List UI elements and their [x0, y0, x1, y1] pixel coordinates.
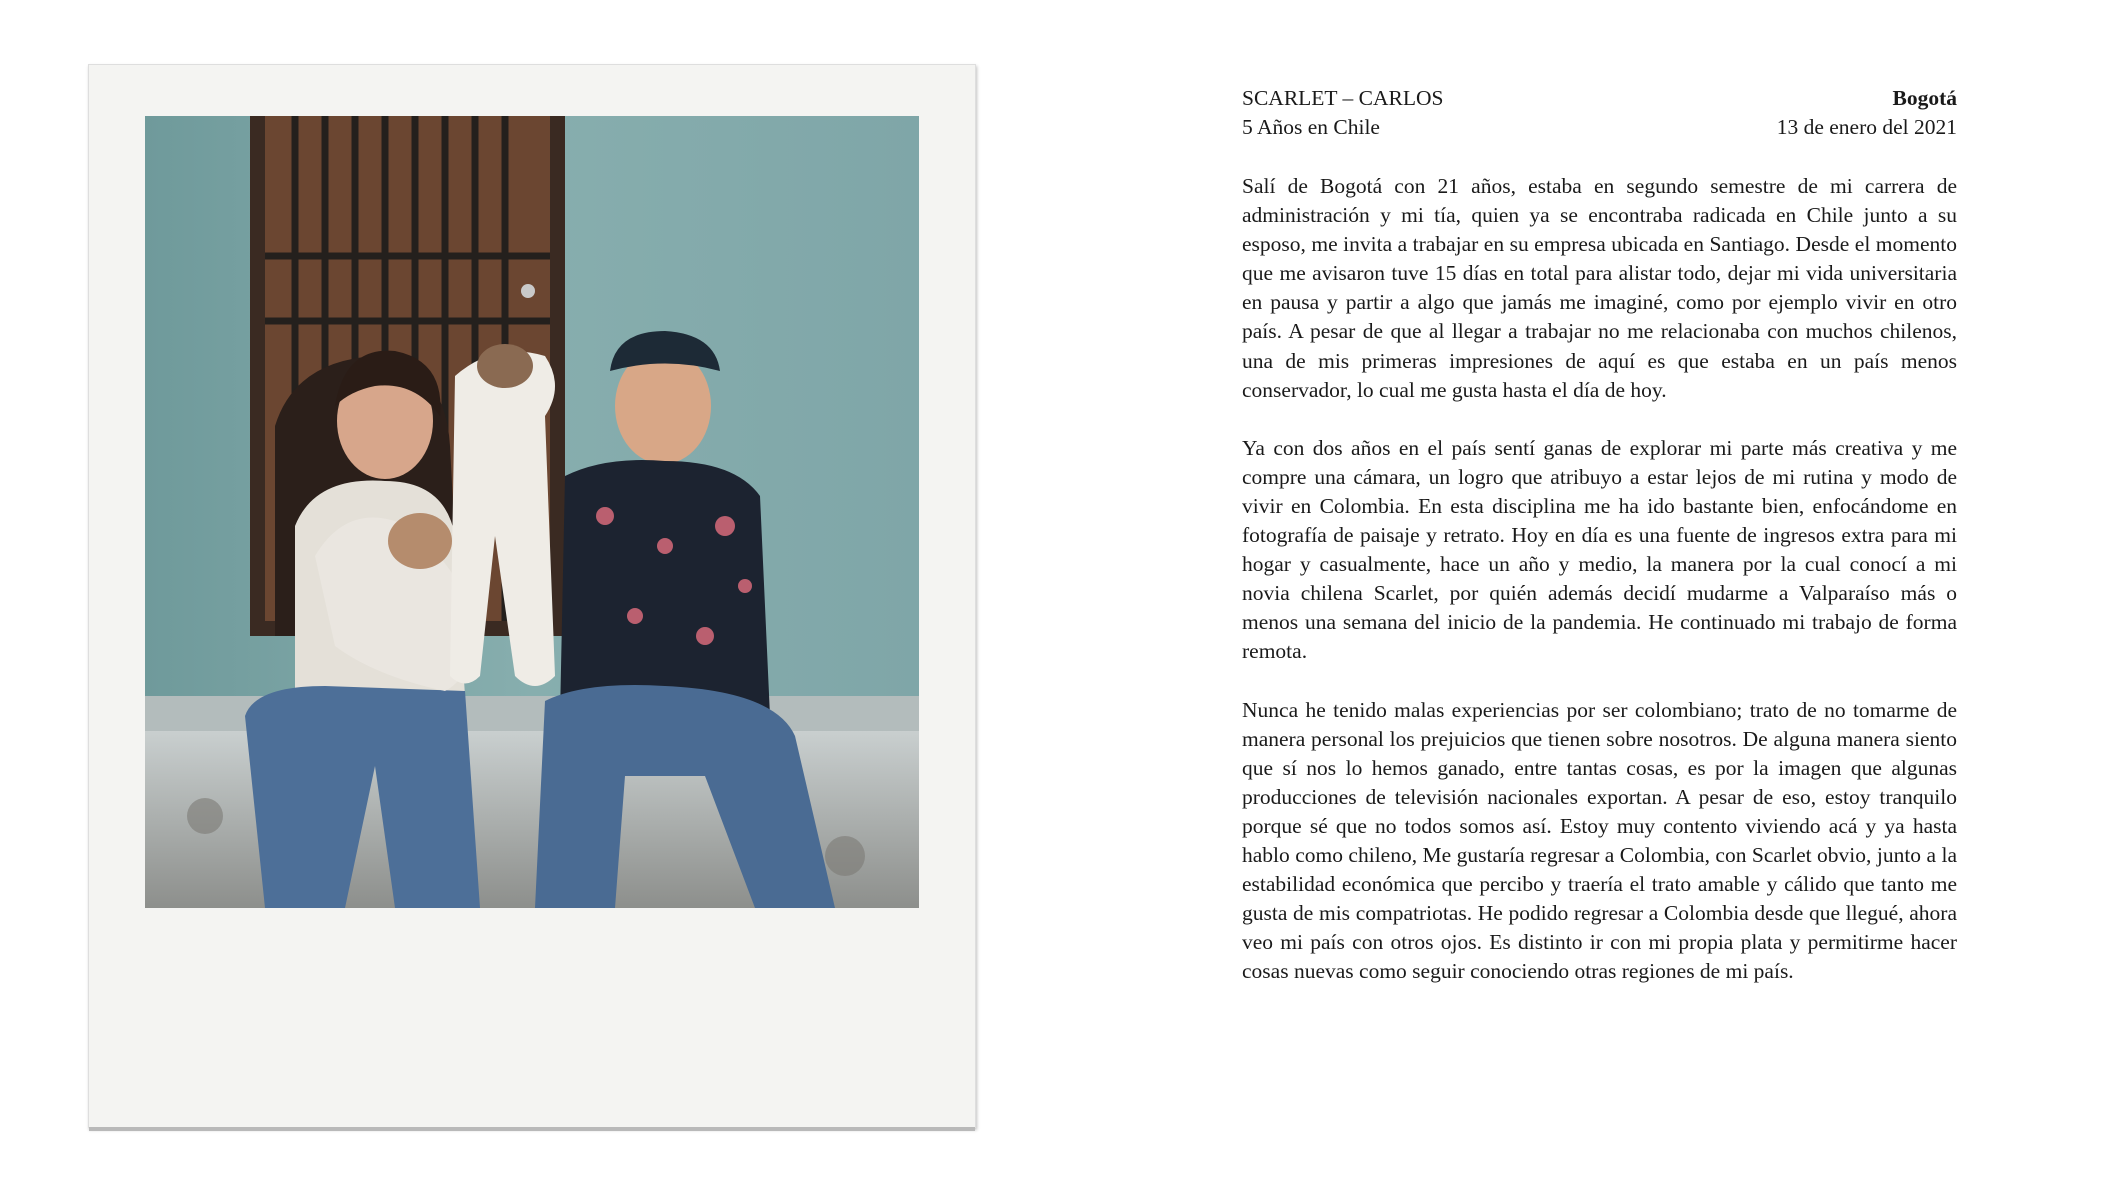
header-right [1777, 84, 1957, 142]
paragraph-3: Nunca he tenido malas experiencias por ser colombiano; trato de no tomarme de manera personal los prejuicios que tienen sobre nosotros. De alguna manera siento que sí nos lo hemos ganado, entre tantas cosas, es por la imagen que algunas producciones de televisión nacionales exportan. A pesar de eso, estoy tranquilo porque sé que no todos somos así. Estoy muy contento viviendo acá y ya hasta hablo como chileno, Me gustaría regresar a Colombia, con Scarlet obvio, junto a la estabilidad económica que percibo y traería el trato amable y cálido que tanto me gusta de mis compatriotas. He podido regresar a Colombia desde que llegué, ahora veo mi país con otros ojos. Es distinto ir con mi propia plata y permitirme hacer cosas nuevas como seguir conociendo otras regiones de mi país. [1242, 697, 1957, 984]
paragraph-1: Salí de Bogotá con 21 años, estaba en segundo semestre de mi carrera de administración y mi tía, quien ya se encontraba radicada en Chile junto a su esposo, me invita a trabajar en su empresa ubicada en Santiago. Desde el momento que me avisaron tuve 15 días en total para alistar todo, dejar mi vida universitaria en pausa y partir a algo que jamás me imaginé, como por ejemplo vivir en otro país. A pesar de que al llegar a trabajar no me relacionaba con muchos chilenos, una de mis primeras impresiones de aquí es que estaba en un país menos conservador, lo cual me gusta hasta el día de hoy. [1242, 174, 1957, 402]
names-title: SCARLET – CARLOS [1242, 86, 1444, 110]
polaroid-frame [88, 64, 976, 1128]
paragraph-2: Ya con dos años en el país sentí ganas de explorar mi parte más creativa y me compre una cámara, un logro que atribuyo a estar lejos de mi rutina y modo de vivir en Colombia. En esta disciplina me ha ido bastante bien, enfocándome en fotografía de paisaje y retrato. Hoy en día es una fuente de ingresos extra para mi hogar y casualmente, hace un año y medio, la manera por la cual conocí a mi novia chilena Scarlet, por quién además decidí mudarme a Valparaíso más o menos una semana del inicio de la pandemia. He continuado mi trabajo de forma remota. [1242, 435, 1957, 664]
text-page [1242, 84, 1957, 1015]
date-label: 13 de enero del 2021 [1776, 115, 1957, 140]
page-header [1242, 84, 1957, 146]
city-label: Bogotá [1892, 86, 1957, 110]
photo-illustration [145, 116, 919, 908]
header-left [1242, 84, 1444, 142]
couple-with-dogs-photo [145, 116, 919, 908]
years-subtitle: 5 Años en Chile [1242, 115, 1380, 140]
